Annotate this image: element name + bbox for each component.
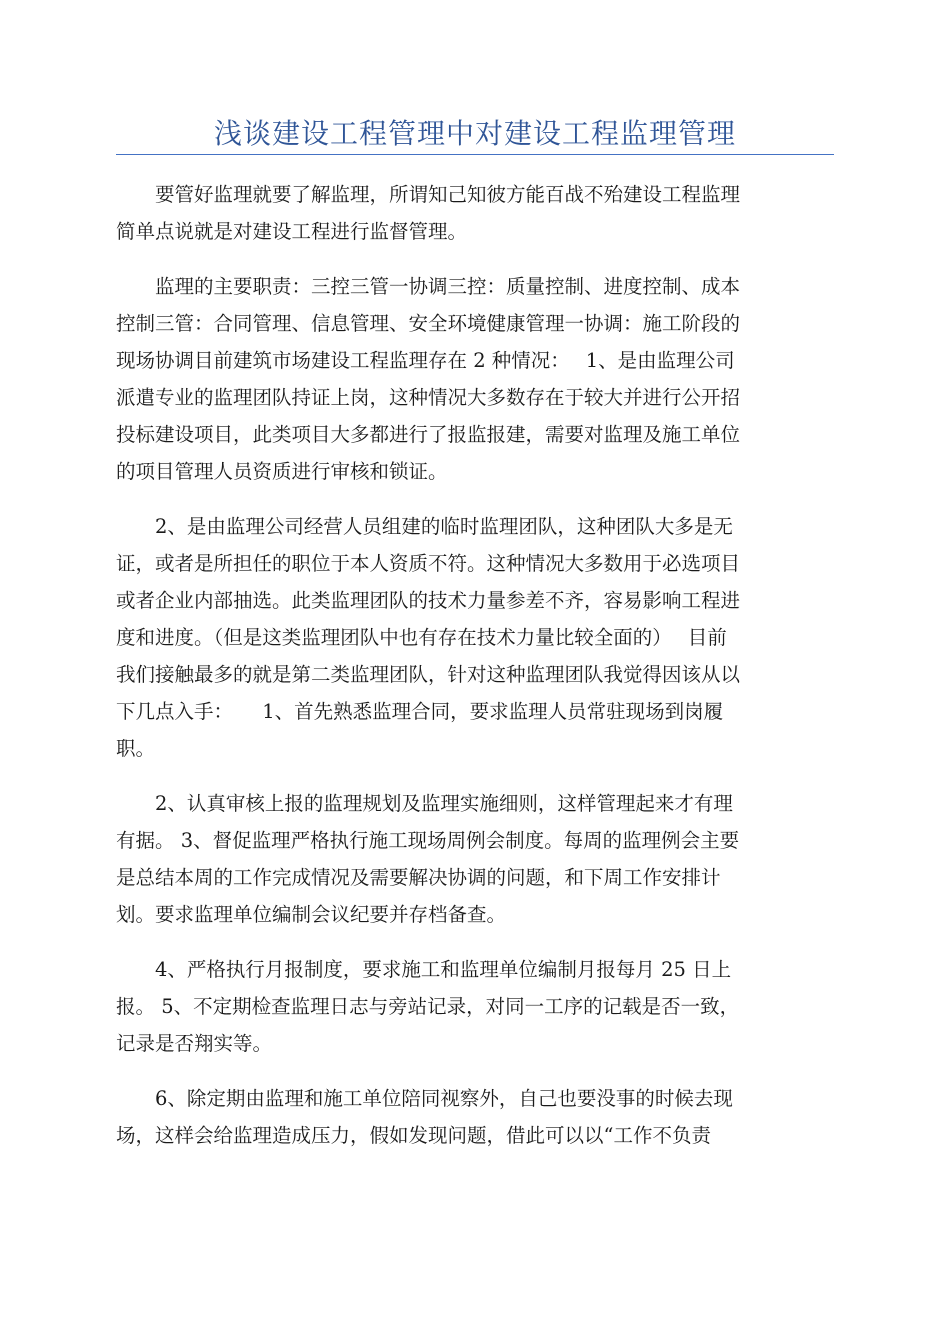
- text-line: 划。要求监理单位编制会议纪要并存档备查。: [116, 903, 507, 926]
- text-line: 投标建设项目，此类项目大多都进行了报监报建，需要对监理及施工单位: [116, 423, 741, 446]
- text-line: 要管好监理就要了解监理，所谓知己知彼方能百战不殆建设工程监理: [116, 183, 741, 206]
- text-line: 的项目管理人员资质进行审核和锁证。: [116, 460, 448, 483]
- paragraph-4: [116, 785, 834, 933]
- text-line: 2、认真审核上报的监理规划及监理实施细则，这样管理起来才有理: [116, 792, 733, 815]
- text-line: 6、除定期由监理和施工单位陪同视察外，自己也要没事的时候去现: [116, 1087, 733, 1110]
- text-line: 是总结本周的工作完成情况及需要解决协调的问题，和下周工作安排计: [116, 866, 721, 889]
- text-line: 或者企业内部抽选。此类监理团队的技术力量参差不齐，容易影响工程进: [116, 589, 741, 612]
- text-line: 度和进度。（但是这类监理团队中也有存在技术力量比较全面的） 目前: [116, 626, 727, 649]
- text-line: 场，这样会给监理造成压力，假如发现问题，借此可以以“工作不负责: [116, 1124, 711, 1147]
- paragraph-3: [116, 508, 834, 767]
- text-line: 简单点说就是对建设工程进行监督管理。: [116, 220, 468, 243]
- title-underline: [116, 154, 834, 155]
- text-line: 控制三管：合同管理、信息管理、安全环境健康管理一协调：施工阶段的: [116, 312, 741, 335]
- paragraph-5: [116, 951, 834, 1062]
- text-line: 证，或者是所担任的职位于本人资质不符。这种情况大多数用于必选项目: [116, 552, 741, 575]
- text-line: 下几点入手： 1、首先熟悉监理合同，要求监理人员常驻现场到岗履: [116, 700, 724, 723]
- paragraph-1: [116, 176, 834, 250]
- text-line: 4、严格执行月报制度，要求施工和监理单位编制月报每月 25 日上: [116, 958, 732, 981]
- text-line: 派遣专业的监理团队持证上岗，这种情况大多数存在于较大并进行公开招: [116, 386, 741, 409]
- text-line: 报。 5、不定期检查监理日志与旁站记录，对同一工序的记载是否一致，: [116, 995, 740, 1018]
- text-line: 监理的主要职责：三控三管一协调三控：质量控制、进度控制、成本: [116, 275, 741, 298]
- text-line: 我们接触最多的就是第二类监理团队，针对这种监理团队我觉得因该从以: [116, 663, 741, 686]
- text-line: 职。: [116, 737, 156, 760]
- text-line: 2、是由监理公司经营人员组建的临时监理团队，这种团队大多是无: [116, 515, 733, 538]
- text-line: 记录是否翔实等。: [116, 1032, 273, 1055]
- paragraph-6: [116, 1080, 834, 1154]
- paragraph-2: [116, 268, 834, 490]
- document-body: [116, 176, 834, 1172]
- text-line: 有据。 3、督促监理严格执行施工现场周例会制度。每周的监理例会主要: [116, 829, 740, 852]
- text-line: 现场协调目前建筑市场建设工程监理存在 2 种情况： 1、是由监理公司: [116, 349, 735, 372]
- document-title: 浅谈建设工程管理中对建设工程监理管理: [213, 117, 736, 150]
